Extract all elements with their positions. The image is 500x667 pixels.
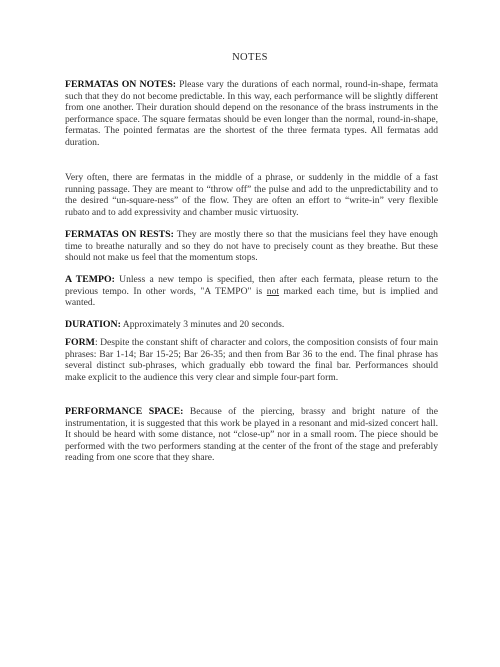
paragraph-form — [65, 337, 438, 383]
paragraph-fermatas-in-phrase — [65, 172, 438, 218]
paragraph-text: They are mostly there so that the musicians feel they have enough time to breathe naturally and so they do not have to precisely count as they breathe. But these should not make us feel that the momentum stops. — [65, 229, 438, 264]
section-heading-a-tempo: A TEMPO: — [65, 274, 115, 285]
paragraph-text: Because of the piercing, brassy and bright nature of the instrumentation, it is suggested that this work be played in a resonant and mid-sized concert hall. It should be heard with some distance, not “close-up” nor in a small room. The piece should be performed with the two performers standing at the center of the front of the stage and preferably reading from one score that they share. — [65, 406, 438, 464]
paragraph-duration — [65, 319, 438, 331]
paragraph-text: Very often, there are fermatas in the middle of a phrase, or suddenly in the middle of a fast running passage. They are meant to “throw off” the pulse and add to the unpredictability and to the desired “un-square-ness” of the flow. They are often an effort to “write-in” very flexible rubato and to add expressivity and chamber music virtuosity. — [65, 172, 438, 218]
paragraph-a-tempo — [65, 274, 438, 309]
section-heading-duration: DURATION: — [65, 319, 121, 330]
paragraph-text: marked each time, but is implied and wanted. — [65, 285, 438, 309]
section-heading-fermatas-on-notes: FERMATAS ON NOTES: — [65, 79, 177, 90]
section-heading-form: FORM — [65, 337, 95, 348]
underlined-word: not — [266, 285, 280, 297]
paragraph-performance-space — [65, 406, 438, 464]
paragraph-text: Unless a new tempo is specified, then after each fermata, please return to the previous tempo. In other words, "A TEMPO" is — [65, 274, 438, 297]
paragraph-text: Approximately 3 minutes and 20 seconds. — [120, 319, 285, 330]
paragraph-fermatas-on-notes — [65, 79, 438, 149]
paragraph-fermatas-on-rests — [65, 229, 438, 264]
section-heading-performance-space: PERFORMANCE SPACE: — [65, 406, 184, 417]
page-title: NOTES — [232, 52, 268, 63]
paragraph-text: Please vary the durations of each normal, round-in-shape, fermata such that they do not become predictable. In this way, each performance will be slightly different from one another. Their duration should depend on the resonance of the brass instruments in the performance space. The square fermatas should be even longer than the normal, round-in-shape, fermatas. The pointed fermatas are the shortest of the three fermata types. All fermatas add duration. — [65, 79, 438, 148]
section-heading-fermatas-on-rests: FERMATAS ON RESTS: — [65, 229, 174, 240]
paragraph-text: : Despite the constant shift of character and colors, the composition consists of four main phrases: Bar 1-14; Bar 15-25; Bar 26-35; and then from Bar 36 to the end. The final phrase has several distinct sub-phrases, which gradually ebb toward the final bar. Performances should make explicit to the audience this very clear and simple four-part form. — [65, 337, 438, 383]
